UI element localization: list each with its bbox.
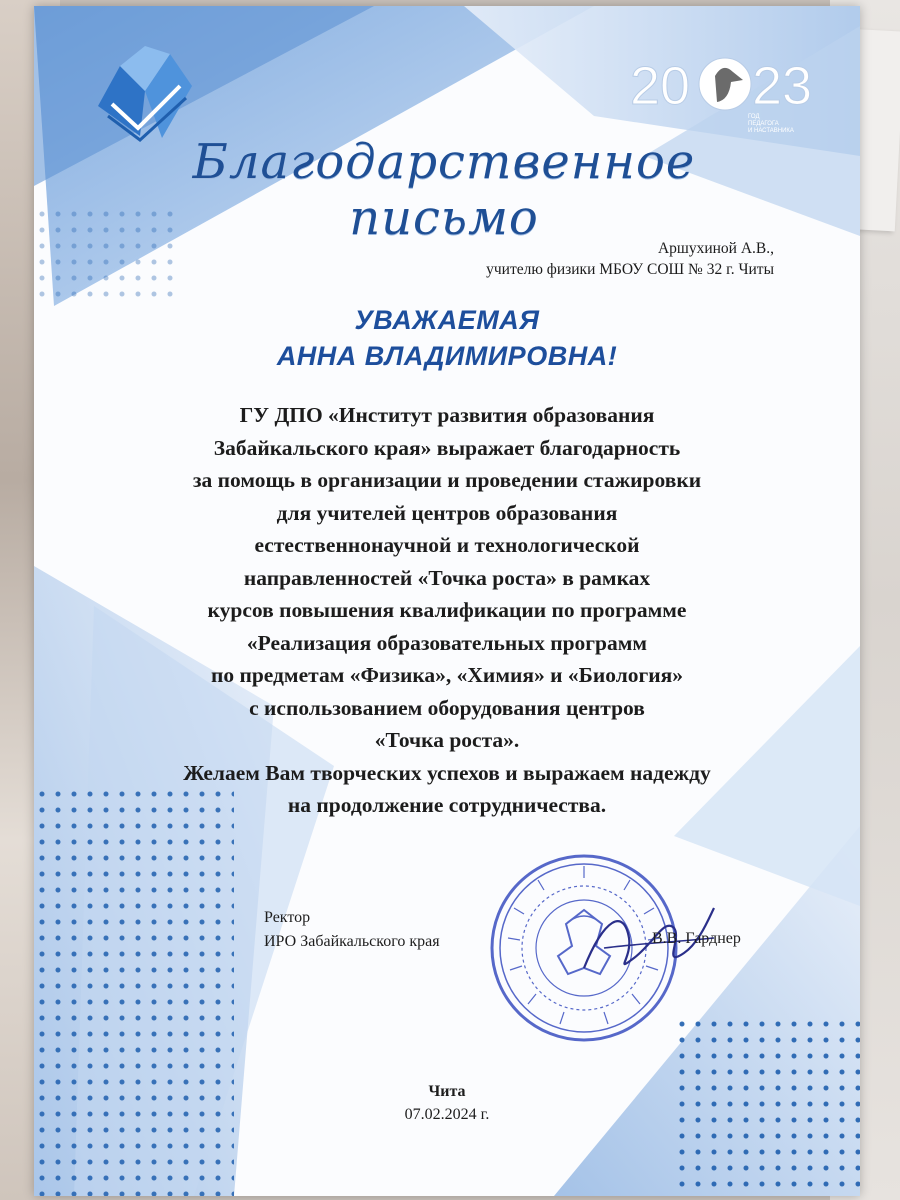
body-line: с использованием оборудования центров	[249, 695, 645, 720]
body-line: по предметам «Физика», «Химия» и «Биология»	[210, 663, 684, 687]
signer-position: Ректор	[264, 909, 311, 926]
decor-dots-left	[34, 786, 234, 1196]
year-logo-caption-1: ГОД	[748, 114, 760, 120]
body-line: за помощь в организации и проведении стажировки	[192, 468, 702, 492]
year-logo-caption-3: И НАСТАВНИКА	[748, 128, 794, 134]
signer-organization: ИРО Забайкальского края	[264, 933, 440, 950]
recipient-block	[486, 238, 774, 280]
greeting-line-2: АННА ВЛАДИМИРОВНА!	[276, 341, 618, 371]
signature-block	[264, 906, 440, 954]
issue-date: 07.02.2024 г.	[404, 1106, 490, 1123]
body-text	[84, 399, 810, 822]
document-title: Благодарственное письмо	[192, 134, 696, 246]
body-line: на продолжение сотрудничества.	[287, 793, 607, 817]
year-logo-right-digits: 23	[752, 56, 813, 116]
pelican-icon	[630, 46, 820, 136]
body-line: «Реализация образовательных программ	[246, 630, 648, 655]
greeting-line-1: УВАЖАЕМАЯ	[354, 305, 540, 335]
body-line: «Точка роста».	[374, 728, 520, 752]
body-line: курсов повышения квалификации по программе	[207, 598, 687, 622]
body-line: направленностей «Точка роста» в рамках	[243, 565, 651, 590]
year-logo-left-digits: 20	[630, 56, 691, 116]
recipient-name: Аршухиной А.В.,	[657, 240, 774, 257]
body-line: естественнонаучной и технологической	[254, 533, 640, 557]
body-line: Забайкальского края» выражает благодарность	[213, 435, 681, 460]
body-line: Желаем Вам творческих успехов и выражаем надежду	[183, 760, 711, 785]
signer-name: В.В. Гарднер	[652, 930, 741, 947]
place-and-date	[34, 1080, 860, 1126]
city: Чита	[428, 1083, 466, 1100]
book-logo-icon	[90, 46, 200, 146]
body-line: для учителей центров образования	[276, 500, 618, 525]
body-line: ГУ ДПО «Институт развития образования	[239, 403, 655, 427]
greeting	[34, 302, 860, 374]
year-logo-caption-2: ПЕДАГОГА	[748, 121, 779, 127]
recipient-position: учителю физики МБОУ СОШ № 32 г. Читы	[486, 261, 774, 278]
certificate-page	[34, 6, 860, 1196]
